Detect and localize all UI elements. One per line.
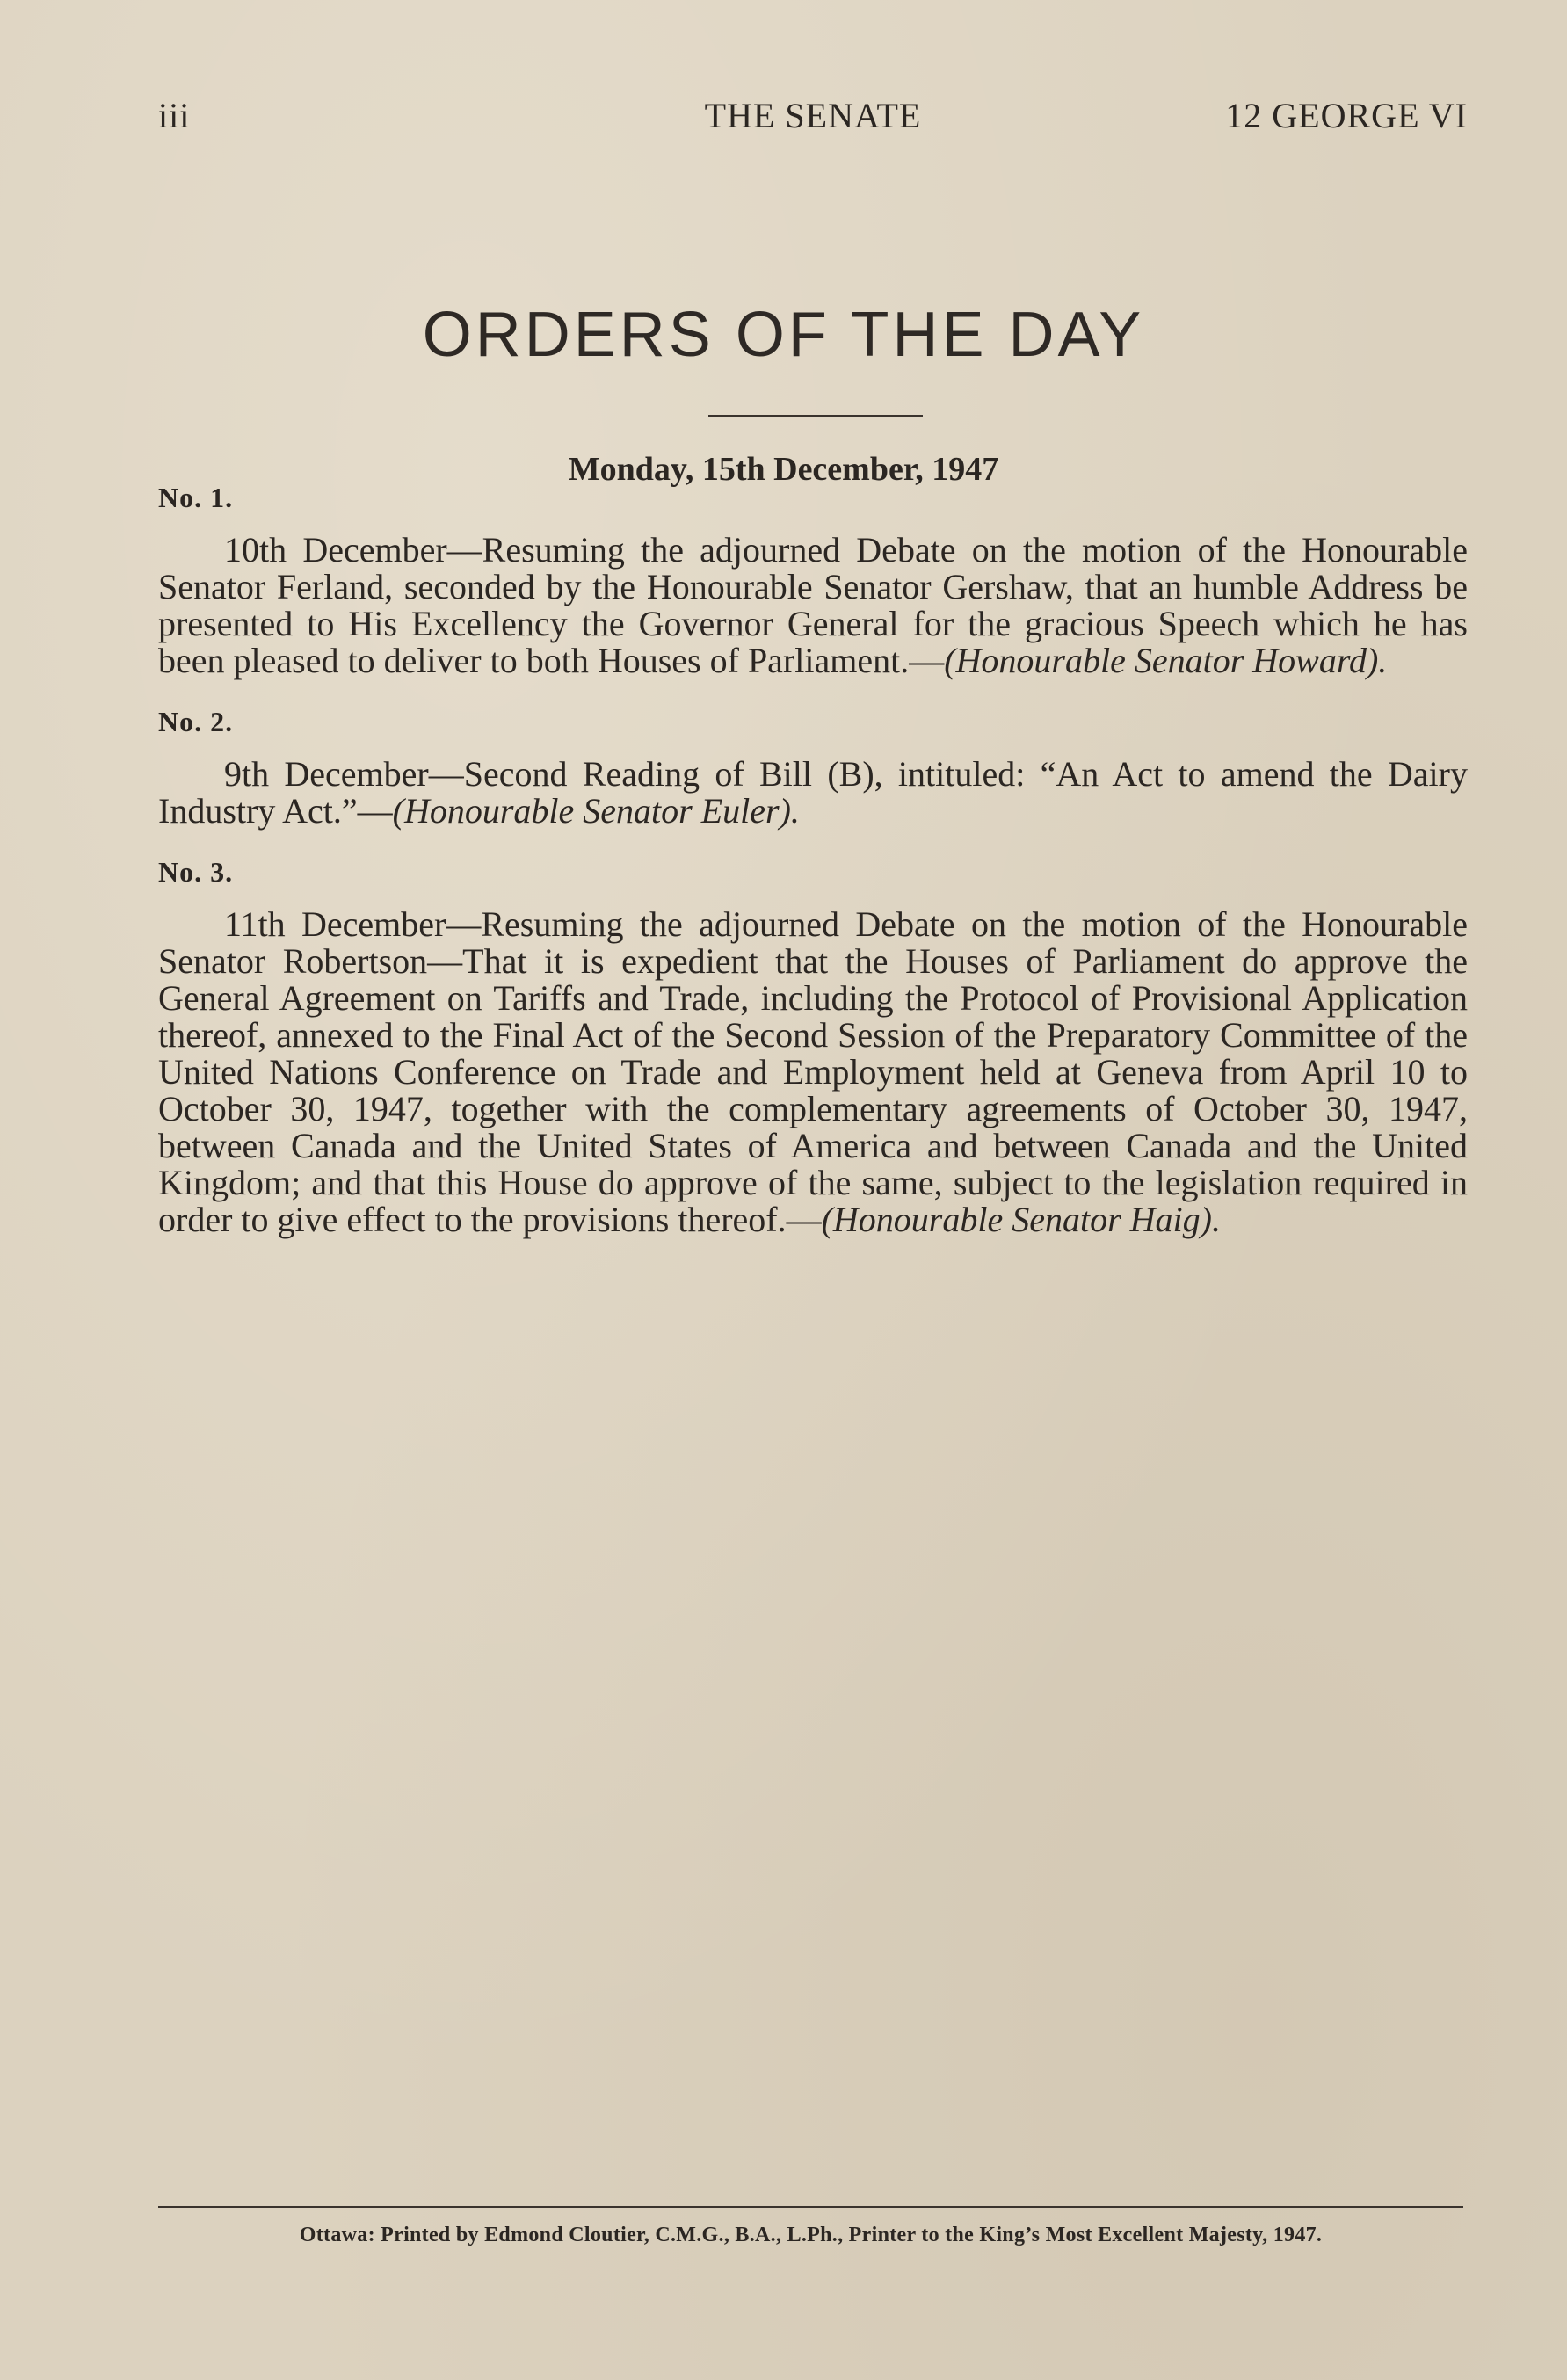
orders-list [158, 482, 1468, 1265]
order-body: 10th December—Resuming the adjourned Debate on the motion of the Honourable Senator Ferland, seconded by the Honourable Senator Gershaw, that an humble Address be presented to His Excellency the Governor General for the gracious Speech which he has been pleased to deliver to both Houses of Parliament.— [158, 530, 1468, 680]
page-number: iii [158, 96, 191, 135]
order-sponsor: (Honourable Senator Euler). [392, 791, 800, 831]
order-sponsor: (Honourable Senator Howard). [944, 641, 1388, 680]
page-title: ORDERS OF THE DAY [422, 300, 1145, 370]
sitting-date: Monday, 15th December, 1947 [568, 451, 999, 488]
order-number: No. 1. [158, 482, 234, 513]
order-sponsor: (Honourable Senator Haig). [821, 1200, 1221, 1239]
printer-imprint: Ottawa: Printed by Edmond Cloutier, C.M.G., B.A., L.Ph., Printer to the King’s Most Excellent Majesty, 1947. [299, 2224, 1323, 2246]
running-title: THE SENATE [704, 96, 922, 135]
order-text [158, 906, 1468, 1238]
order-item [158, 856, 1468, 1238]
order-body: 9th December—Second Reading of Bill (B), intituled: “An Act to amend the Dairy Industry Act.”— [158, 754, 1468, 831]
order-number: No. 2. [158, 706, 234, 737]
regnal-year: 12 GEORGE VI [1225, 96, 1468, 135]
order-number: No. 3. [158, 856, 234, 888]
footer-divider [158, 2206, 1463, 2208]
order-item [158, 482, 1468, 679]
title-divider [708, 415, 923, 417]
order-text [158, 532, 1468, 679]
order-body: 11th December—Resuming the adjourned Debate on the motion of the Honourable Senator Robertson—That it is expedient that the Houses of Parliament do approve the General Agreement on Tariffs and Trade, including the Protocol of Provisional Application thereof, annexed to the Final Act of the Second Session of the Preparatory Committee of the United Nations Conference on Trade and Employment held at Geneva from April 10 to October 30, 1947, together with the complementary agreements of October 30, 1947, between Canada and the United States of America and between Canada and the United Kingdom; and that this House do approve of the same, subject to the legislation required in order to give effect to the provisions thereof.— [158, 904, 1468, 1239]
order-item [158, 706, 1468, 830]
order-text [158, 756, 1468, 830]
running-head [158, 95, 1468, 139]
